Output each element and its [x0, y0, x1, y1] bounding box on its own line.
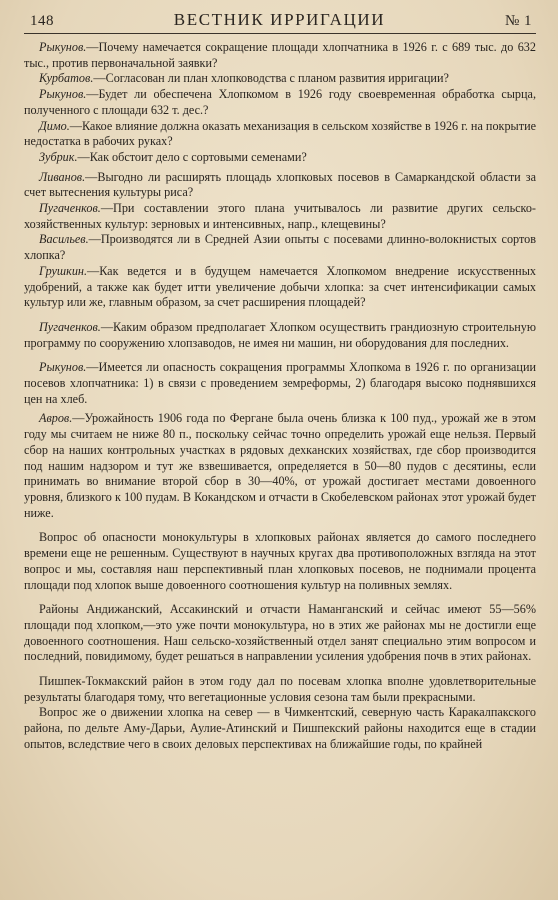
speaker-name: Рыкунов.	[39, 87, 87, 102]
speaker-name: Авров.	[39, 411, 73, 426]
question-paragraph	[24, 71, 536, 87]
paragraph-text: —Как обстоит дело с сортовыми семенами?	[77, 149, 307, 164]
speaker-name: Курбатов.	[39, 71, 94, 86]
paragraph-text: Пишпек-Токмакский район в этом году дал по посевам хлопка вполне удовлетворительные результаты благодаря тому, что вегетационные условия сезона там были прекрасными.	[24, 674, 536, 704]
speaker-name: Пугаченков.	[39, 201, 101, 216]
answer-paragraph	[24, 411, 536, 521]
paragraph-text: —Каким образом предполагает Хлопком осуществить грандиозную строительную программу по сооружению хлопзаводов, не имея ни машин, ни оборудования для последних.	[24, 319, 536, 350]
question-paragraph	[24, 87, 536, 118]
paragraph-text: —Производятся ли в Средней Азии опыты с посевами длинно-волокнистых сортов хлопка?	[24, 232, 536, 263]
speaker-name: Ливанов.	[39, 169, 86, 184]
paragraph-text: —Почему намечается сокращение площади хлопчатника в 1926 г. с 689 тыс. до 632 тыс., против первоначальной заявки?	[24, 40, 536, 70]
journal-title: ВЕСТНИК ИРРИГАЦИИ	[173, 10, 386, 29]
paragraph-text: —При составлении этого плана учитывалось ли развитие других сельско-хозяйственных культур: зерновых и интенсивных, напр., клещевины?	[24, 201, 536, 231]
question-paragraph	[24, 360, 536, 407]
paragraph-text: Вопрос об опасности монокультуры в хлопковых районах является до самого последнего времени еще не решенным. Существуют в научных кругах два противоположных взгляда на этот вопрос и мы, составляя наш перспективный план хлопковых посевов, не поднимали процента площади под хлопок выше довоенного соотношения культур на поливных землях.	[24, 530, 536, 592]
question-paragraph	[24, 232, 536, 263]
paragraph-text: Районы Андижанский, Ассакинский и отчасти Наманганский и сейчас имеют 55—56% площади под хлопком,—это уже почти монокультура, но в этих же районах мы не достигли еще довоенного соотношения. Наш сельско-хозяйственный отдел занят специально этим вопросом и последний, повидимому, будет решаться в направлении усиления удобрения почв в этих районах.	[24, 602, 536, 664]
answer-paragraph	[24, 530, 536, 593]
paragraph-text: —Имеется ли опасность сокращения программы Хлопкома в 1926 г. по организации посевов хлопчатника: 1) в связи с проведением земреформы, 2) благодаря высоко поднявшихся цен на хлеб.	[24, 360, 536, 406]
page-number: 148	[30, 13, 54, 29]
speaker-name: Димо.	[39, 118, 70, 133]
paragraph-text: —Выгодно ли расширять площадь хлопковых посевов в Самаркандской области за счет вытеснения культуры риса?	[24, 169, 536, 200]
speaker-name: Зубрик.	[39, 149, 78, 164]
speaker-name: Рыкунов.	[39, 360, 87, 375]
paragraph-text: —Как ведется и в будущем намечается Хлопкомом внедрение искусственных удобрений, а также как будет итти увеличение добычи хлопка: за счет интенсификации самых культур или же, главным образом, за счет расширения площадей?	[24, 263, 536, 310]
issue-number: № 1	[504, 13, 532, 29]
question-paragraph	[24, 320, 536, 351]
speaker-name: Пугаченков.	[39, 319, 101, 334]
answer-paragraph	[24, 705, 536, 752]
paragraph-text: —Урожайность 1906 года по Фергане была очень близка к 100 пуд., урожай же в этом году мы считаем не ниже 80 п., поскольку сейчас точно определить урожай еще нельзя. Первый сбор на наших контрольных участках в рядовых дехканских хозяйствах, где сбор производится под нашим надзором и тут же взвешивается, определяется в 50—80 пудов с десятины, если принимать во внимание второй сбор в 30—40%, от урожай достигает местами довоенного уровня, близкого к 100 пудам. В Кокандском и отчасти в Скобелевском районах этот урожай будет ниже.	[24, 411, 536, 520]
paragraph-text: Вопрос же о движении хлопка на север — в Чимкентский, северную часть Каракалпакского района, по дельте Аму-Дарьи, Аулие-Атинский и Пишпекский районы находится еще в стадии опытов, вследствие чего в своих деловых перспективах на ближайшие годы, по крайней	[24, 705, 536, 751]
speaker-name: Грушкин.	[39, 263, 88, 278]
paragraph-text: —Будет ли обеспечена Хлопкомом в 1926 году своевременная обработка сырца, полученного с площади 632 т. дес.?	[24, 87, 536, 117]
question-paragraph	[24, 170, 536, 201]
answer-paragraph	[24, 674, 536, 705]
speaker-name: Рыкунов.	[39, 40, 87, 54]
question-paragraph	[24, 201, 536, 232]
answer-paragraph	[24, 602, 536, 665]
running-head	[24, 10, 536, 34]
paragraph-text: —Какое влияние должна оказать механизация в сельском хозяйстве в 1926 г. на покрытие недостатка в рабочих руках?	[24, 118, 536, 149]
question-paragraph	[24, 150, 536, 166]
question-paragraph	[24, 264, 536, 311]
paragraph-text: —Согласован ли план хлопководства с планом развития ирригации?	[93, 71, 449, 86]
question-paragraph	[24, 40, 536, 71]
speaker-name: Васильев.	[39, 232, 89, 247]
question-paragraph	[24, 119, 536, 150]
article-body	[24, 40, 536, 753]
